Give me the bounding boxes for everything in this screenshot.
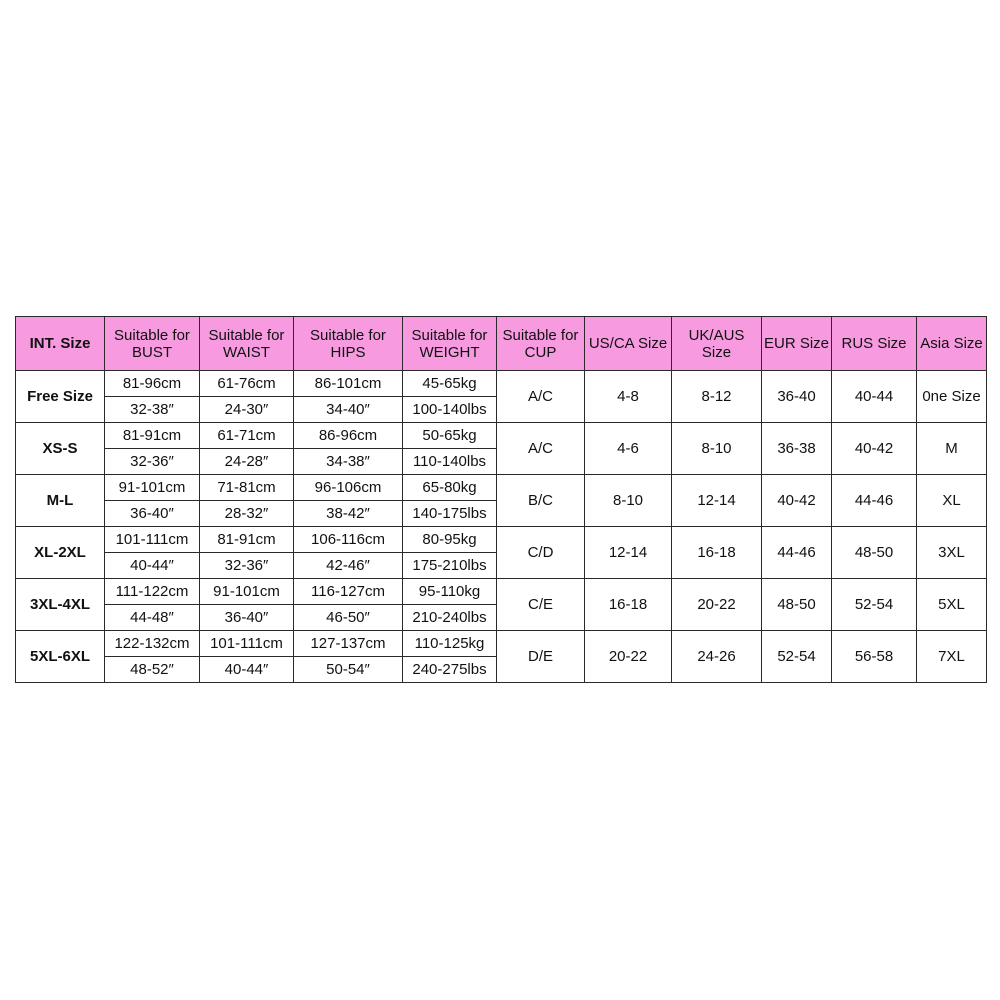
- bust-in-cell: 44-48″: [105, 605, 200, 631]
- bust-in-cell: 32-36″: [105, 449, 200, 475]
- asia-cell: 0ne Size: [917, 371, 987, 423]
- waist-in-cell: 40-44″: [200, 657, 294, 683]
- waist-cm-cell: 101-111cm: [200, 631, 294, 657]
- waist-cm-cell: 91-101cm: [200, 579, 294, 605]
- waist-cm-cell: 61-76cm: [200, 371, 294, 397]
- weight-kg-cell: 80-95kg: [403, 527, 497, 553]
- int-size-cell: XS-S: [16, 423, 105, 475]
- waist-cm-cell: 61-71cm: [200, 423, 294, 449]
- hips-cm-cell: 116-127cm: [294, 579, 403, 605]
- cup-cell: D/E: [497, 631, 585, 683]
- header-asia: Asia Size: [917, 317, 987, 371]
- int-size-cell: Free Size: [16, 371, 105, 423]
- asia-cell: M: [917, 423, 987, 475]
- header-uk-aus: UK/AUS Size: [672, 317, 762, 371]
- table-row: [16, 475, 987, 501]
- waist-in-cell: 32-36″: [200, 553, 294, 579]
- rus-cell: 40-42: [832, 423, 917, 475]
- weight-lbs-cell: 175-210lbs: [403, 553, 497, 579]
- eur-cell: 52-54: [762, 631, 832, 683]
- bust-in-cell: 48-52″: [105, 657, 200, 683]
- asia-cell: 5XL: [917, 579, 987, 631]
- asia-cell: XL: [917, 475, 987, 527]
- hips-cm-cell: 86-96cm: [294, 423, 403, 449]
- hips-in-cell: 34-40″: [294, 397, 403, 423]
- eur-cell: 44-46: [762, 527, 832, 579]
- rus-cell: 48-50: [832, 527, 917, 579]
- uk-aus-cell: 8-10: [672, 423, 762, 475]
- us-ca-cell: 4-8: [585, 371, 672, 423]
- header-eur: EUR Size: [762, 317, 832, 371]
- bust-in-cell: 32-38″: [105, 397, 200, 423]
- header-us-ca: US/CA Size: [585, 317, 672, 371]
- weight-lbs-cell: 210-240lbs: [403, 605, 497, 631]
- table-row: [16, 631, 987, 657]
- waist-cm-cell: 81-91cm: [200, 527, 294, 553]
- us-ca-cell: 16-18: [585, 579, 672, 631]
- weight-kg-cell: 65-80kg: [403, 475, 497, 501]
- bust-cm-cell: 122-132cm: [105, 631, 200, 657]
- size-chart-table: [15, 316, 987, 683]
- bust-in-cell: 40-44″: [105, 553, 200, 579]
- int-size-cell: 5XL-6XL: [16, 631, 105, 683]
- waist-in-cell: 24-28″: [200, 449, 294, 475]
- bust-cm-cell: 91-101cm: [105, 475, 200, 501]
- table-row: [16, 579, 987, 605]
- cup-cell: A/C: [497, 423, 585, 475]
- hips-in-cell: 50-54″: [294, 657, 403, 683]
- rus-cell: 44-46: [832, 475, 917, 527]
- weight-kg-cell: 95-110kg: [403, 579, 497, 605]
- int-size-cell: 3XL-4XL: [16, 579, 105, 631]
- bust-cm-cell: 81-96cm: [105, 371, 200, 397]
- hips-in-cell: 38-42″: [294, 501, 403, 527]
- header-weight: Suitable for WEIGHT: [403, 317, 497, 371]
- uk-aus-cell: 20-22: [672, 579, 762, 631]
- us-ca-cell: 8-10: [585, 475, 672, 527]
- asia-cell: 7XL: [917, 631, 987, 683]
- cup-cell: A/C: [497, 371, 585, 423]
- header-hips: Suitable for HIPS: [294, 317, 403, 371]
- hips-in-cell: 34-38″: [294, 449, 403, 475]
- bust-cm-cell: 81-91cm: [105, 423, 200, 449]
- us-ca-cell: 4-6: [585, 423, 672, 475]
- cup-cell: C/E: [497, 579, 585, 631]
- table-row: [16, 527, 987, 553]
- table-row: [16, 423, 987, 449]
- cup-cell: B/C: [497, 475, 585, 527]
- asia-cell: 3XL: [917, 527, 987, 579]
- eur-cell: 48-50: [762, 579, 832, 631]
- waist-in-cell: 36-40″: [200, 605, 294, 631]
- int-size-cell: M-L: [16, 475, 105, 527]
- uk-aus-cell: 12-14: [672, 475, 762, 527]
- cup-cell: C/D: [497, 527, 585, 579]
- rus-cell: 56-58: [832, 631, 917, 683]
- hips-cm-cell: 106-116cm: [294, 527, 403, 553]
- weight-lbs-cell: 240-275lbs: [403, 657, 497, 683]
- uk-aus-cell: 16-18: [672, 527, 762, 579]
- eur-cell: 40-42: [762, 475, 832, 527]
- bust-cm-cell: 101-111cm: [105, 527, 200, 553]
- uk-aus-cell: 24-26: [672, 631, 762, 683]
- rus-cell: 40-44: [832, 371, 917, 423]
- bust-in-cell: 36-40″: [105, 501, 200, 527]
- header-int-size: INT. Size: [16, 317, 105, 371]
- waist-in-cell: 28-32″: [200, 501, 294, 527]
- uk-aus-cell: 8-12: [672, 371, 762, 423]
- header-bust: Suitable for BUST: [105, 317, 200, 371]
- int-size-cell: XL-2XL: [16, 527, 105, 579]
- weight-lbs-cell: 140-175lbs: [403, 501, 497, 527]
- weight-kg-cell: 45-65kg: [403, 371, 497, 397]
- hips-in-cell: 42-46″: [294, 553, 403, 579]
- header-rus: RUS Size: [832, 317, 917, 371]
- eur-cell: 36-40: [762, 371, 832, 423]
- header-waist: Suitable for WAIST: [200, 317, 294, 371]
- weight-kg-cell: 110-125kg: [403, 631, 497, 657]
- rus-cell: 52-54: [832, 579, 917, 631]
- waist-in-cell: 24-30″: [200, 397, 294, 423]
- weight-lbs-cell: 110-140lbs: [403, 449, 497, 475]
- us-ca-cell: 12-14: [585, 527, 672, 579]
- header-row: [16, 317, 987, 371]
- waist-cm-cell: 71-81cm: [200, 475, 294, 501]
- bust-cm-cell: 111-122cm: [105, 579, 200, 605]
- hips-cm-cell: 127-137cm: [294, 631, 403, 657]
- hips-cm-cell: 86-101cm: [294, 371, 403, 397]
- hips-cm-cell: 96-106cm: [294, 475, 403, 501]
- table-row: [16, 371, 987, 397]
- hips-in-cell: 46-50″: [294, 605, 403, 631]
- weight-kg-cell: 50-65kg: [403, 423, 497, 449]
- eur-cell: 36-38: [762, 423, 832, 475]
- weight-lbs-cell: 100-140lbs: [403, 397, 497, 423]
- us-ca-cell: 20-22: [585, 631, 672, 683]
- header-cup: Suitable for CUP: [497, 317, 585, 371]
